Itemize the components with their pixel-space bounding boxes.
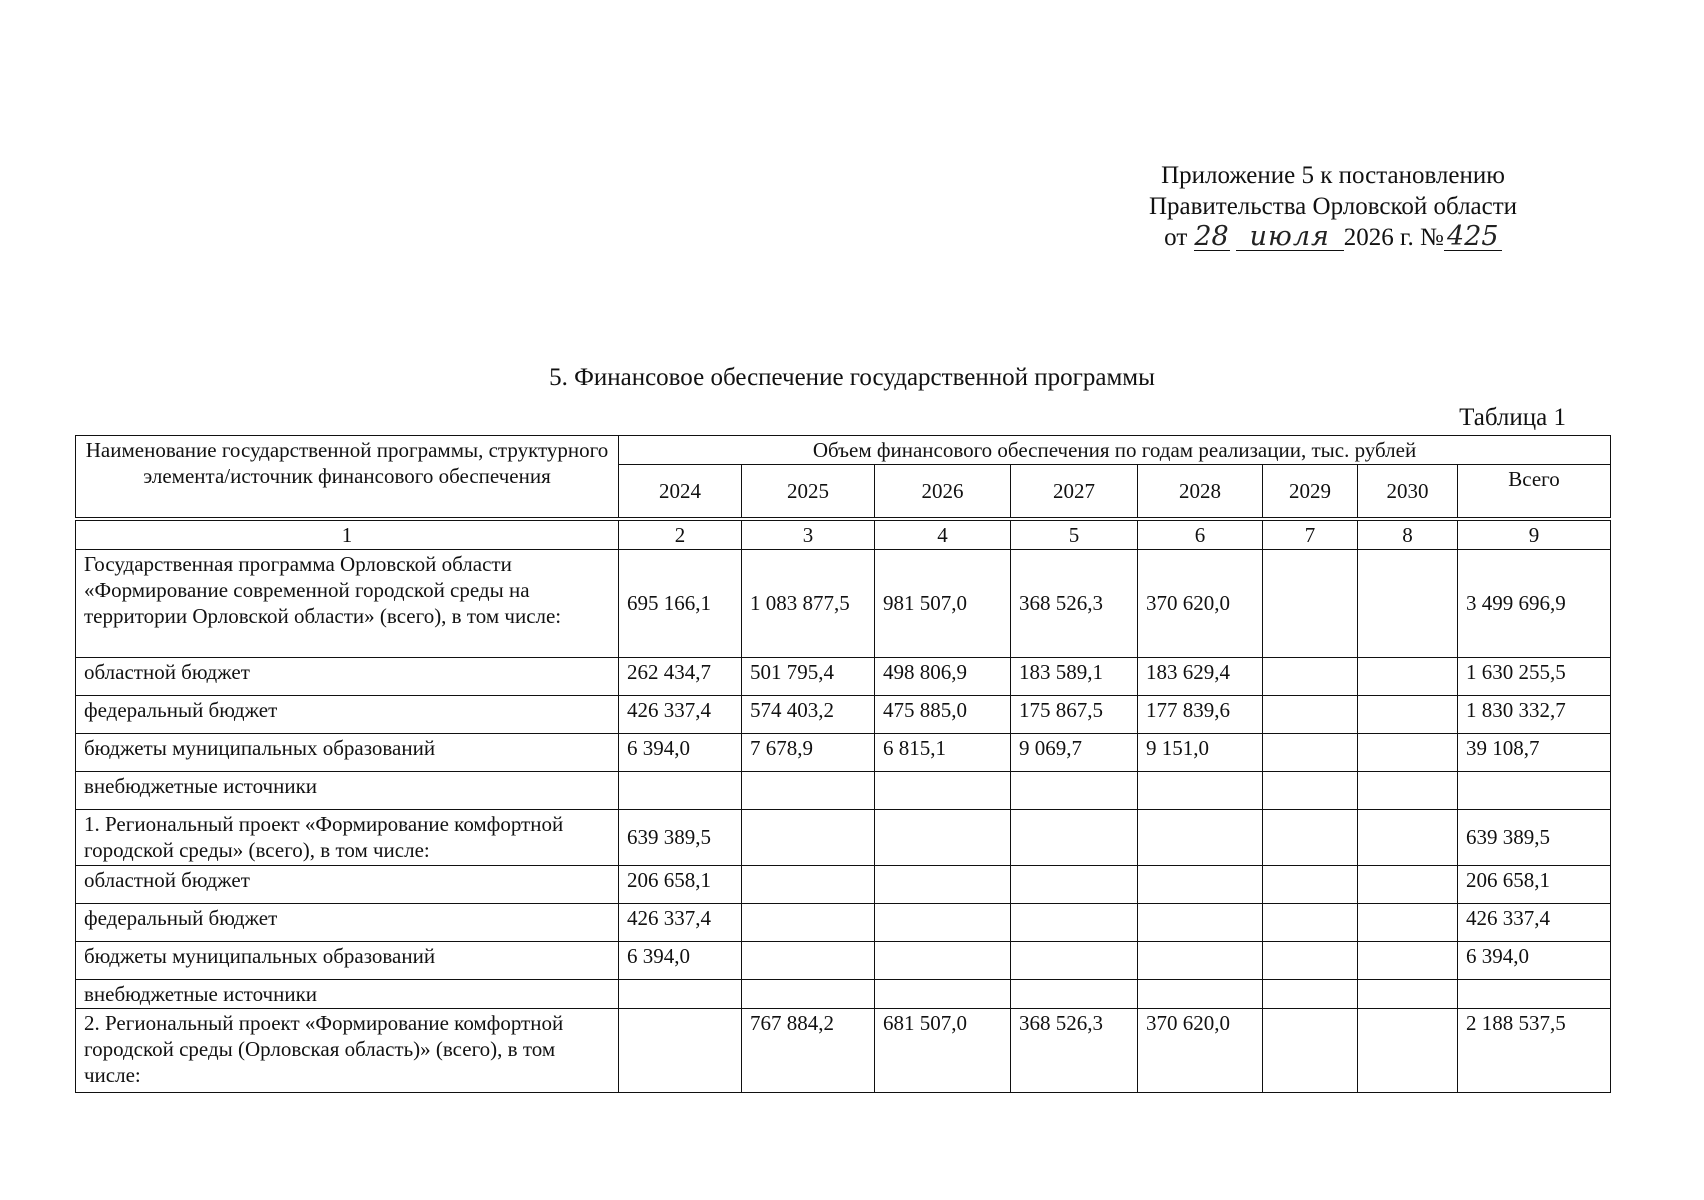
value-cell — [1011, 865, 1138, 903]
value-cell: 370 620,0 — [1138, 549, 1263, 657]
value-cell: 9 151,0 — [1138, 733, 1263, 771]
value-cell — [1263, 695, 1358, 733]
value-cell — [875, 941, 1011, 979]
date-year: 2026 г. № — [1343, 224, 1444, 251]
year-header-cell: 2025 — [742, 465, 875, 519]
column-number-cell: 5 — [1011, 519, 1138, 550]
value-cell: 368 526,3 — [1011, 1008, 1138, 1092]
value-cell: 7 678,9 — [742, 733, 875, 771]
row-name-cell: бюджеты муниципальных образований — [76, 733, 619, 771]
appendix-line-2: Правительства Орловской области — [1148, 193, 1518, 220]
value-cell — [742, 809, 875, 865]
value-cell — [742, 941, 875, 979]
value-cell — [1138, 903, 1263, 941]
value-cell — [1458, 979, 1611, 1008]
table-row — [76, 809, 1611, 865]
year-header-cell: 2026 — [875, 465, 1011, 519]
value-cell — [875, 809, 1011, 865]
value-cell — [1011, 903, 1138, 941]
year-header-cell: 2029 — [1263, 465, 1358, 519]
table-row — [76, 771, 1611, 809]
value-cell — [1011, 809, 1138, 865]
table-row — [76, 979, 1611, 1008]
value-cell — [619, 771, 742, 809]
value-cell — [1358, 695, 1458, 733]
year-header-cell: 2028 — [1138, 465, 1263, 519]
value-cell — [1138, 771, 1263, 809]
table-row — [76, 1008, 1611, 1092]
appendix-date-line — [1118, 222, 1548, 253]
value-cell — [619, 1008, 742, 1092]
value-cell — [1263, 809, 1358, 865]
row-name-cell: внебюджетные источники — [76, 979, 619, 1008]
value-cell: 501 795,4 — [742, 657, 875, 695]
column-number-cell: 2 — [619, 519, 742, 550]
table-row — [76, 549, 1611, 657]
row-name-cell: 1. Региональный проект «Формирование комфортной городской среды» (всего), в том числе: — [76, 809, 619, 865]
header-name-cell: Наименование государственной программы, структурного элемента/источник финансового обеспечения — [76, 436, 619, 519]
value-cell: 370 620,0 — [1138, 1008, 1263, 1092]
value-cell — [1263, 549, 1358, 657]
value-cell: 1 630 255,5 — [1458, 657, 1611, 695]
value-cell — [1358, 657, 1458, 695]
value-cell — [619, 979, 742, 1008]
table-row — [76, 865, 1611, 903]
section-title: 5. Финансовое обеспечение государственной программы — [549, 364, 1155, 391]
value-cell: 426 337,4 — [619, 903, 742, 941]
handwritten-day: 28 — [1194, 221, 1229, 252]
value-cell — [742, 865, 875, 903]
row-name-cell: бюджеты муниципальных образований — [76, 941, 619, 979]
value-cell: 695 166,1 — [619, 549, 742, 657]
value-cell — [875, 771, 1011, 809]
value-cell: 639 389,5 — [1458, 809, 1611, 865]
column-number-cell: 7 — [1263, 519, 1358, 550]
value-cell: 183 589,1 — [1011, 657, 1138, 695]
value-cell: 426 337,4 — [619, 695, 742, 733]
value-cell — [1263, 979, 1358, 1008]
appendix-line-1: Приложение 5 к постановлению — [1161, 162, 1505, 189]
value-cell — [742, 771, 875, 809]
value-cell: 175 867,5 — [1011, 695, 1138, 733]
table-row — [76, 903, 1611, 941]
value-cell: 475 885,0 — [875, 695, 1011, 733]
value-cell — [1138, 865, 1263, 903]
value-cell — [742, 903, 875, 941]
value-cell — [1011, 941, 1138, 979]
value-cell: 426 337,4 — [1458, 903, 1611, 941]
value-cell: 498 806,9 — [875, 657, 1011, 695]
value-cell: 2 188 537,5 — [1458, 1008, 1611, 1092]
year-header-cell: 2030 — [1358, 465, 1458, 519]
value-cell — [1358, 865, 1458, 903]
value-cell: 177 839,6 — [1138, 695, 1263, 733]
year-header-cell: Всего — [1458, 465, 1611, 519]
row-name-cell: 2. Региональный проект «Формирование комфортной городской среды (Орловская область)» (всего), в том числе: — [76, 1008, 619, 1092]
year-header-cell: 2027 — [1011, 465, 1138, 519]
column-number-cell: 4 — [875, 519, 1011, 550]
value-cell — [1263, 903, 1358, 941]
value-cell — [1011, 979, 1138, 1008]
value-cell: 206 658,1 — [619, 865, 742, 903]
value-cell — [1358, 941, 1458, 979]
value-cell — [875, 865, 1011, 903]
row-name-cell: федеральный бюджет — [76, 903, 619, 941]
column-number-cell: 9 — [1458, 519, 1611, 550]
column-number-cell: 3 — [742, 519, 875, 550]
value-cell — [1263, 733, 1358, 771]
value-cell — [1138, 809, 1263, 865]
value-cell: 681 507,0 — [875, 1008, 1011, 1092]
value-cell: 368 526,3 — [1011, 549, 1138, 657]
table-row — [76, 695, 1611, 733]
value-cell: 6 394,0 — [619, 941, 742, 979]
value-cell: 981 507,0 — [875, 549, 1011, 657]
table-row — [76, 733, 1611, 771]
value-cell — [1138, 941, 1263, 979]
date-prefix: от — [1164, 224, 1188, 251]
value-cell — [1358, 903, 1458, 941]
row-name-cell: внебюджетные источники — [76, 771, 619, 809]
row-name-cell: Государственная программа Орловской области «Формирование современной городской среды на территории Орловской области» (всего), в том числе: — [76, 549, 619, 657]
value-cell: 639 389,5 — [619, 809, 742, 865]
appendix-header — [1118, 160, 1548, 253]
value-cell: 262 434,7 — [619, 657, 742, 695]
column-number-cell: 8 — [1358, 519, 1458, 550]
value-cell — [875, 903, 1011, 941]
table-row — [76, 657, 1611, 695]
column-number-cell: 6 — [1138, 519, 1263, 550]
handwritten-month: июля — [1236, 224, 1344, 251]
value-cell: 574 403,2 — [742, 695, 875, 733]
column-number-cell: 1 — [76, 519, 619, 550]
value-cell: 39 108,7 — [1458, 733, 1611, 771]
value-cell — [1263, 865, 1358, 903]
value-cell — [1358, 549, 1458, 657]
value-cell: 767 884,2 — [742, 1008, 875, 1092]
value-cell — [1358, 1008, 1458, 1092]
row-name-cell: областной бюджет — [76, 657, 619, 695]
value-cell — [875, 979, 1011, 1008]
value-cell: 183 629,4 — [1138, 657, 1263, 695]
value-cell: 3 499 696,9 — [1458, 549, 1611, 657]
value-cell — [1011, 771, 1138, 809]
value-cell — [1138, 979, 1263, 1008]
value-cell: 6 394,0 — [1458, 941, 1611, 979]
financing-table — [75, 435, 1611, 1093]
value-cell — [1263, 1008, 1358, 1092]
table-caption: Таблица 1 — [1459, 404, 1566, 431]
header-volume-cell: Объем финансового обеспечения по годам реализации, тыс. рублей — [619, 436, 1611, 465]
value-cell: 9 069,7 — [1011, 733, 1138, 771]
table-row — [76, 941, 1611, 979]
value-cell: 6 815,1 — [875, 733, 1011, 771]
value-cell — [742, 979, 875, 1008]
value-cell — [1358, 979, 1458, 1008]
year-header-cell: 2024 — [619, 465, 742, 519]
handwritten-number: 425 — [1444, 224, 1502, 251]
row-name-cell: областной бюджет — [76, 865, 619, 903]
value-cell: 6 394,0 — [619, 733, 742, 771]
value-cell — [1263, 657, 1358, 695]
value-cell: 1 830 332,7 — [1458, 695, 1611, 733]
value-cell: 1 083 877,5 — [742, 549, 875, 657]
value-cell — [1358, 733, 1458, 771]
value-cell: 206 658,1 — [1458, 865, 1611, 903]
value-cell — [1263, 771, 1358, 809]
value-cell — [1358, 771, 1458, 809]
value-cell — [1358, 809, 1458, 865]
row-name-cell: федеральный бюджет — [76, 695, 619, 733]
value-cell — [1458, 771, 1611, 809]
value-cell — [1263, 941, 1358, 979]
